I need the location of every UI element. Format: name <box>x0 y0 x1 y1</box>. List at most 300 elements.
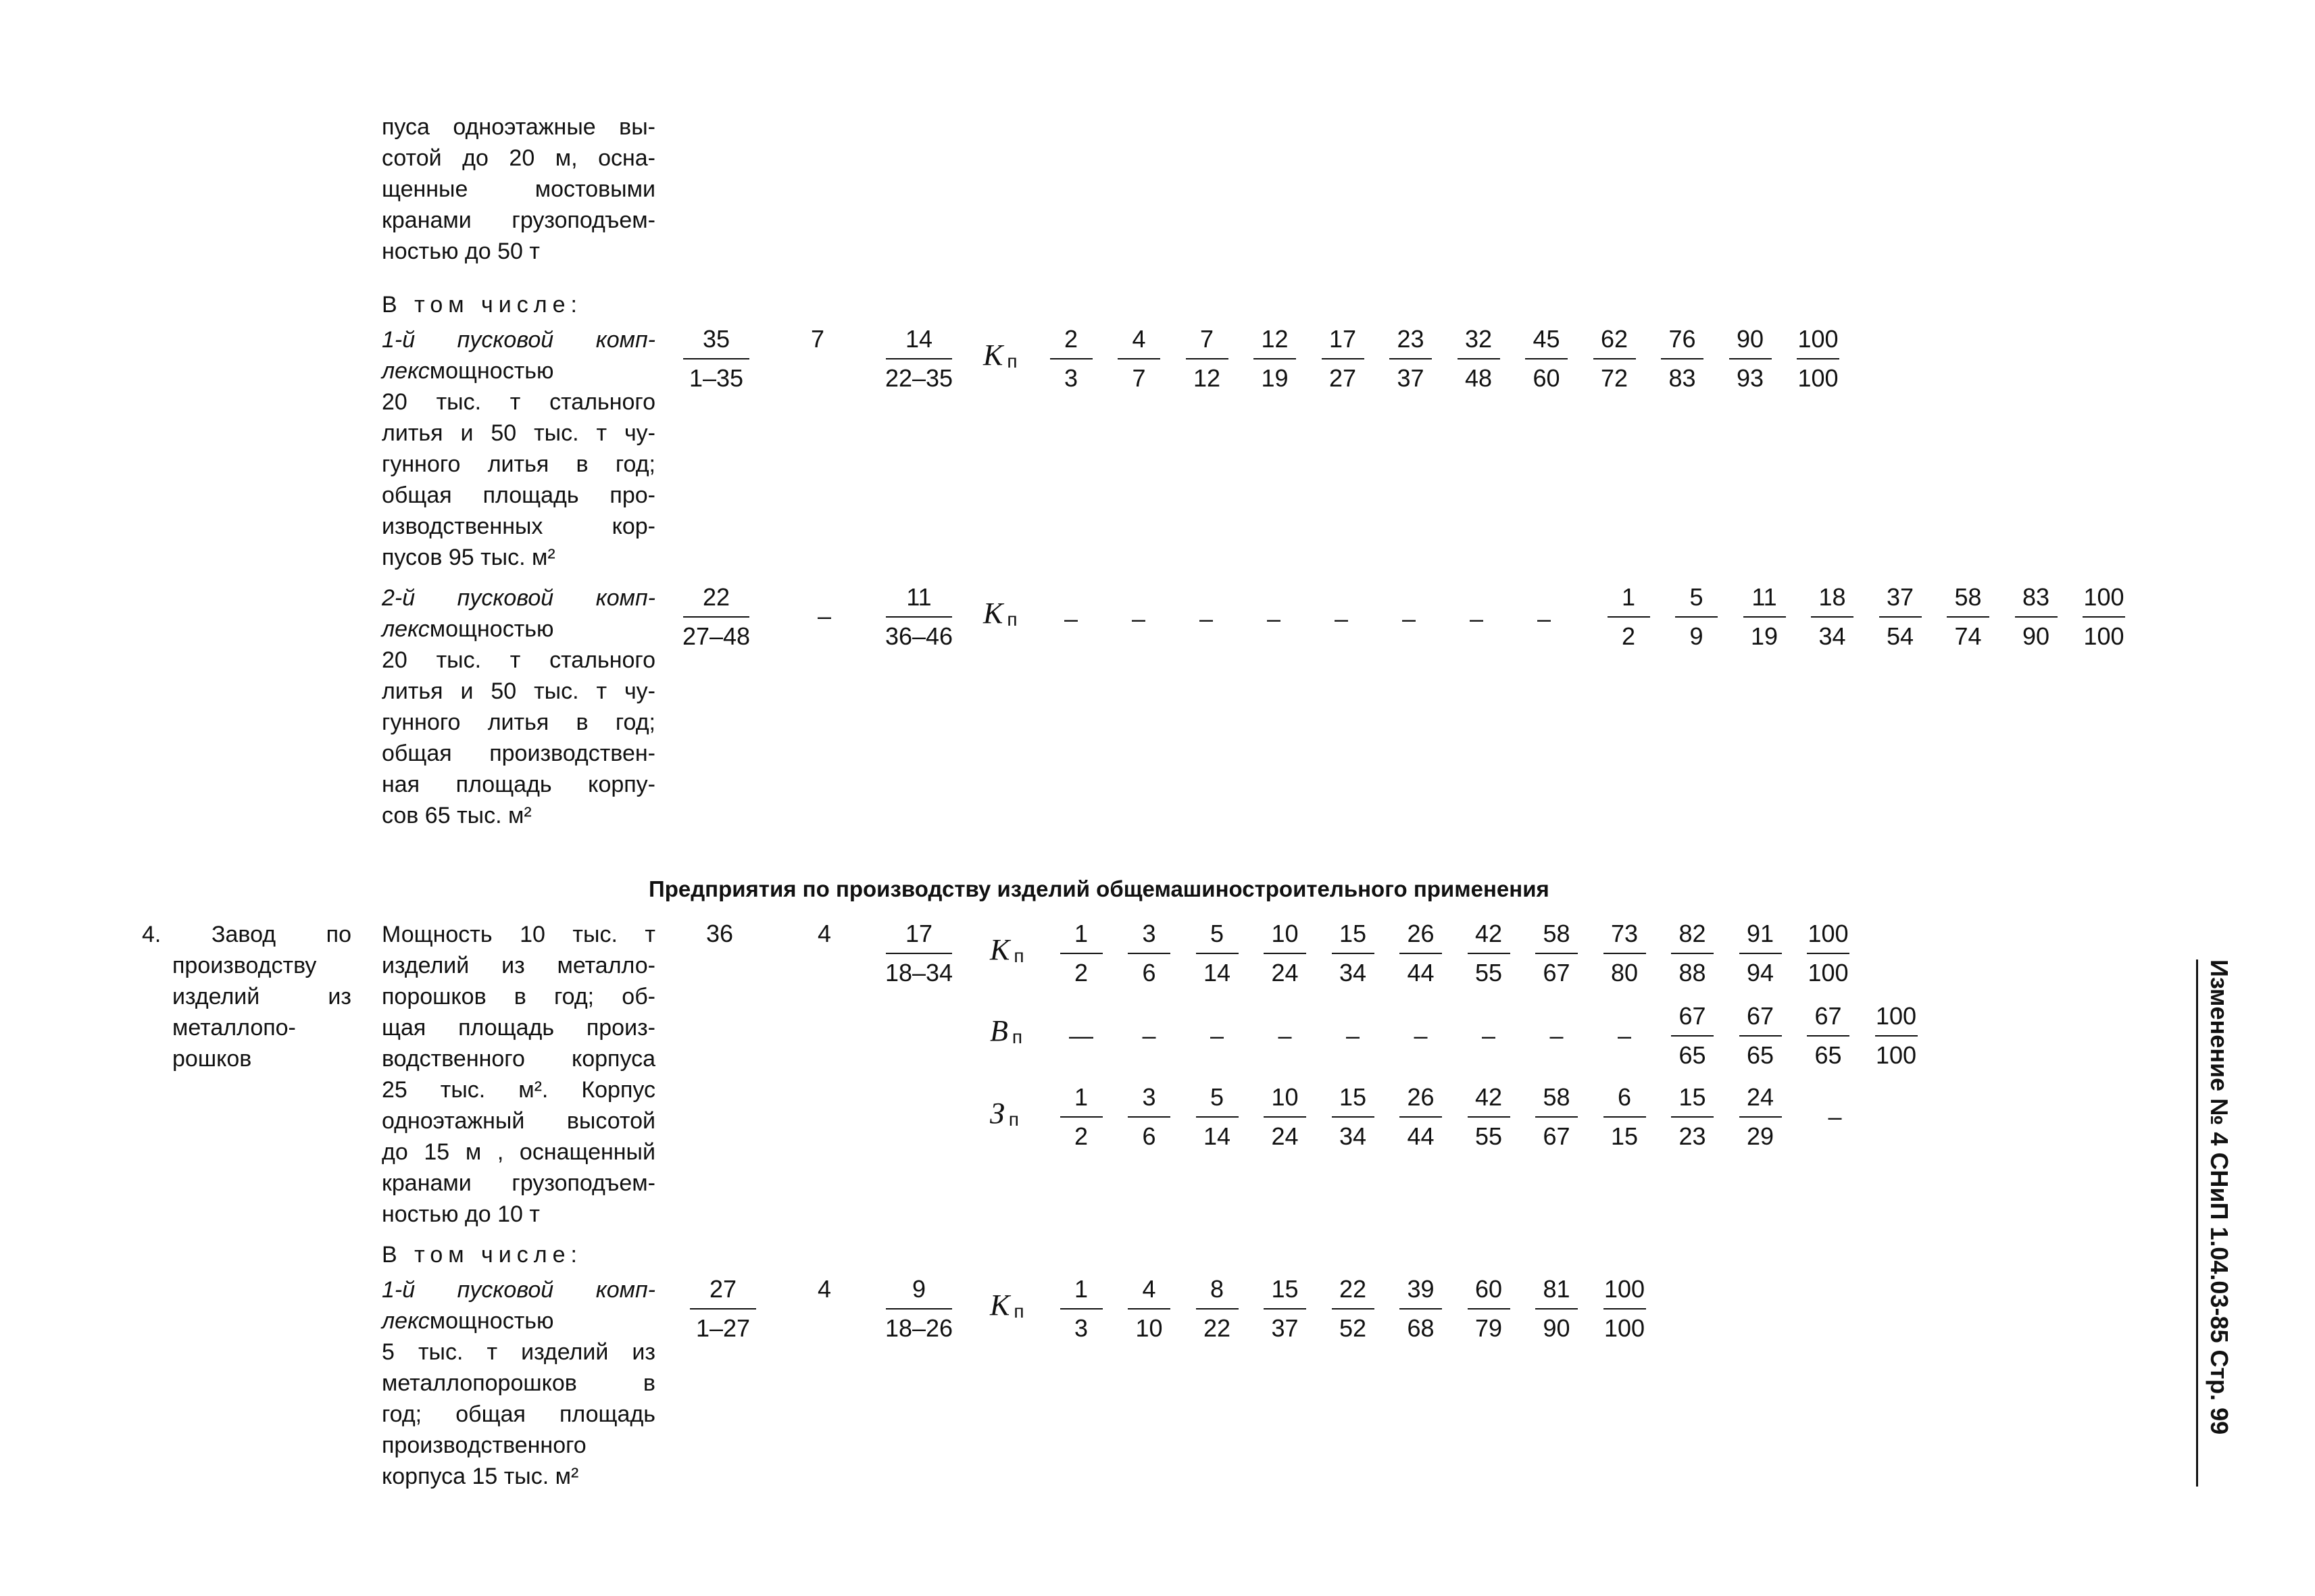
fraction-numerator: 67 <box>1814 1002 1842 1030</box>
fraction-bar <box>1468 1116 1510 1118</box>
column-b-value: 7 <box>810 325 825 353</box>
item-name <box>142 919 351 1074</box>
value-fraction <box>1051 1274 1112 1343</box>
v-label <box>990 1014 1022 1048</box>
fraction-numerator: 26 <box>1407 920 1435 947</box>
value-fraction <box>1255 919 1316 988</box>
fraction-bar <box>1128 1116 1170 1118</box>
value-fraction <box>1798 919 1859 988</box>
row-description <box>382 1274 655 1492</box>
fraction-numerator: 15 <box>1271 1275 1299 1303</box>
duration-fraction <box>669 582 764 651</box>
fraction-numerator: 26 <box>1407 1083 1435 1111</box>
fraction-denominator: 27–48 <box>682 622 751 650</box>
z-label-sub: п <box>1008 1109 1019 1130</box>
fraction-denominator: 100 <box>1797 364 1839 392</box>
fraction-denominator: 100 <box>1603 1314 1645 1342</box>
fraction-numerator: 10 <box>1271 920 1299 947</box>
k-label <box>990 932 1024 967</box>
fraction-denominator: 93 <box>1736 364 1764 392</box>
value-fraction <box>1788 324 1849 393</box>
item-name-line: рошков <box>172 1046 252 1072</box>
description-line: 1-й пусковой комп- <box>382 327 655 353</box>
description-line: металлопорошков в <box>382 1370 655 1396</box>
fraction-numerator: 67 <box>1678 1002 1706 1030</box>
fraction-numerator: 22 <box>1339 1275 1367 1303</box>
fraction-denominator: 74 <box>1954 622 1982 650</box>
fraction-denominator: 1–27 <box>695 1314 751 1342</box>
v-label-letter: B <box>990 1014 1008 1047</box>
fraction-bar <box>1807 1035 1849 1037</box>
description-line: литья и 50 тыс. т чу- <box>382 420 655 446</box>
fraction-denominator: 55 <box>1474 1122 1503 1150</box>
start-fraction <box>872 324 966 393</box>
description-line: гунного литья в год; <box>382 709 655 735</box>
fraction-numerator: 6 <box>1617 1083 1632 1111</box>
duration-fraction <box>676 1274 770 1343</box>
fraction-denominator: 55 <box>1474 959 1503 987</box>
fraction-denominator: 65 <box>1814 1041 1842 1069</box>
fraction-bar <box>1535 953 1578 954</box>
row-description <box>382 582 655 831</box>
fraction-bar <box>1399 1308 1442 1310</box>
value-fraction <box>1176 324 1237 393</box>
fraction-bar <box>1060 1116 1103 1118</box>
k-label-letter: K <box>983 339 1003 372</box>
description-line: общая производствен- <box>382 741 655 766</box>
fraction-denominator: 6 <box>1142 959 1156 987</box>
fraction-bar <box>1264 1116 1306 1118</box>
fraction-bar <box>1603 953 1646 954</box>
row-description <box>382 324 655 573</box>
value-fraction <box>1245 324 1305 393</box>
value-fraction <box>1187 1082 1247 1151</box>
value-fraction <box>1391 919 1451 988</box>
fraction-bar <box>1264 1308 1306 1310</box>
fraction-denominator: 54 <box>1886 622 1914 650</box>
fraction-denominator: 60 <box>1533 364 1560 392</box>
z-label-letter: З <box>990 1097 1005 1130</box>
empty-value-dash: – <box>1617 1022 1632 1049</box>
description-line: литья и 50 тыс. т чу- <box>382 678 655 704</box>
fraction-denominator: 68 <box>1407 1314 1435 1342</box>
fraction-denominator: 12 <box>1193 364 1221 392</box>
fraction-numerator: 100 <box>1808 920 1849 947</box>
fraction-numerator: 9 <box>912 1275 926 1303</box>
description-line <box>382 355 655 386</box>
value-fraction <box>1594 919 1655 988</box>
description-tail: мощностью <box>429 358 554 384</box>
fraction-denominator: 94 <box>1746 959 1774 987</box>
value-fraction <box>1594 1274 1655 1343</box>
empty-value-dash: – <box>1828 1103 1842 1130</box>
fraction-denominator: 2 <box>1621 622 1636 650</box>
value-fraction <box>1119 919 1180 988</box>
fraction-numerator: 100 <box>1797 325 1839 353</box>
fraction-bar <box>1458 358 1500 359</box>
fraction-bar <box>886 1308 952 1310</box>
top-description <box>382 111 655 267</box>
fraction-numerator: 58 <box>1543 920 1570 947</box>
value-fraction <box>1662 1001 1723 1070</box>
value-fraction <box>1051 919 1112 988</box>
k-label-sub: п <box>1014 1301 1024 1322</box>
fraction-numerator: 10 <box>1271 1083 1299 1111</box>
start-fraction <box>872 1274 966 1343</box>
description-line: 1-й пусковой комп- <box>382 1277 655 1303</box>
fraction-bar <box>1332 953 1374 954</box>
fraction-numerator: 37 <box>1886 583 1914 611</box>
description-line: 25 тыс. м². Корпус <box>382 1077 655 1103</box>
fraction-bar <box>1468 1308 1510 1310</box>
value-fraction <box>1730 1001 1791 1070</box>
fraction-bar <box>1060 953 1103 954</box>
item-name-line: производству <box>172 953 317 978</box>
description-tail: мощностью <box>429 1308 554 1334</box>
fraction-numerator: 39 <box>1407 1275 1435 1303</box>
side-rule <box>2196 959 2198 1487</box>
description-line: корпуса 15 тыс. м² <box>382 1464 579 1489</box>
fraction-denominator: 72 <box>1600 364 1628 392</box>
fraction-denominator: 83 <box>1668 364 1696 392</box>
fraction-numerator: 100 <box>1603 1275 1645 1303</box>
value-fraction <box>1458 919 1519 988</box>
value-fraction <box>1458 1082 1519 1151</box>
description-line: до 15 м , оснащенный <box>382 1139 655 1165</box>
value-fraction <box>1380 324 1441 393</box>
fraction-bar <box>690 1308 756 1310</box>
fraction-bar <box>1399 1116 1442 1118</box>
empty-value-dash: – <box>1064 605 1078 632</box>
fraction-denominator: 19 <box>1750 622 1778 650</box>
fraction-denominator: 1–35 <box>689 364 744 392</box>
value-fraction <box>1187 1274 1247 1343</box>
description-line: порошков в год; об- <box>382 984 655 1009</box>
fraction-bar <box>1671 1116 1714 1118</box>
description-italic: лекс <box>382 616 430 642</box>
fraction-numerator: 32 <box>1464 325 1493 353</box>
item-number: 4. <box>142 922 161 947</box>
k-label <box>983 596 1018 630</box>
description-line: 2-й пусковой комп- <box>382 585 655 611</box>
value-fraction <box>1584 324 1645 393</box>
description-line: щая площадь произ- <box>382 1015 655 1041</box>
fraction-denominator: 65 <box>1746 1041 1774 1069</box>
fraction-bar <box>1399 953 1442 954</box>
fraction-numerator: 62 <box>1600 325 1628 353</box>
fraction-denominator: 67 <box>1543 1122 1570 1150</box>
value-fraction <box>1109 324 1170 393</box>
value-fraction <box>1526 919 1587 988</box>
fraction-denominator: 52 <box>1339 1314 1367 1342</box>
side-header-text: Изменение № 4 СНиП 1.04.03-85 Стр. 99 <box>2206 959 2233 1435</box>
value-fraction <box>1662 919 1723 988</box>
column-b-value: 4 <box>817 1275 832 1303</box>
fraction-denominator: 37 <box>1397 364 1424 392</box>
description-line: изделий из металло- <box>382 953 655 978</box>
fraction-bar <box>1671 1035 1714 1037</box>
value-fraction <box>1526 1082 1587 1151</box>
fraction-denominator: 2 <box>1074 959 1089 987</box>
fraction-numerator: 83 <box>2022 583 2050 611</box>
fraction-numerator: 42 <box>1474 920 1503 947</box>
fraction-numerator: 12 <box>1261 325 1289 353</box>
value-fraction <box>1255 1082 1316 1151</box>
item-name-line: металлопо- <box>172 1015 296 1041</box>
fraction-denominator: 79 <box>1474 1314 1503 1342</box>
fraction-bar <box>1332 1308 1374 1310</box>
fraction-numerator: 1 <box>1074 920 1089 947</box>
fraction-denominator: 22 <box>1203 1314 1231 1342</box>
value-fraction <box>1866 1001 1926 1070</box>
fraction-numerator: 23 <box>1397 325 1424 353</box>
description-line <box>382 1305 655 1337</box>
fraction-bar <box>683 616 749 618</box>
fraction-numerator: 90 <box>1736 325 1764 353</box>
value-fraction <box>1870 582 1931 651</box>
fraction-bar <box>2015 616 2058 618</box>
value-fraction <box>1666 582 1727 651</box>
fraction-denominator: 88 <box>1678 959 1706 987</box>
fraction-numerator: 15 <box>1678 1083 1706 1111</box>
fraction-bar <box>1322 358 1364 359</box>
fraction-denominator: 2 <box>1074 1122 1089 1150</box>
k-label-sub: п <box>1007 609 1018 630</box>
fraction-numerator: 7 <box>1199 325 1214 353</box>
value-fraction <box>1652 324 1713 393</box>
value-fraction <box>1458 1274 1519 1343</box>
value-fraction <box>1119 1274 1180 1343</box>
value-fraction <box>1255 1274 1316 1343</box>
description-line: щенные мостовыми <box>382 176 655 202</box>
fraction-denominator: 27 <box>1328 364 1357 392</box>
empty-value-dash: — <box>1069 1022 1093 1049</box>
fraction-bar <box>1389 358 1432 359</box>
fraction-denominator: 48 <box>1464 364 1493 392</box>
empty-value-dash: – <box>1481 1022 1496 1049</box>
fraction-bar <box>1196 1308 1239 1310</box>
description-line: кранами грузоподъем- <box>382 207 655 233</box>
fraction-bar <box>1875 1035 1918 1037</box>
fraction-denominator: 24 <box>1271 1122 1299 1150</box>
fraction-bar <box>1739 1035 1782 1037</box>
fraction-numerator: 82 <box>1678 920 1706 947</box>
duration-fraction <box>669 324 764 393</box>
fraction-numerator: 24 <box>1746 1083 1774 1111</box>
description-line: сов 65 тыс. м² <box>382 803 532 828</box>
fraction-numerator: 15 <box>1339 1083 1367 1111</box>
fraction-bar <box>886 616 952 618</box>
fraction-bar <box>1468 953 1510 954</box>
fraction-numerator: 3 <box>1142 920 1156 947</box>
start-fraction <box>872 919 966 988</box>
fraction-numerator: 60 <box>1474 1275 1503 1303</box>
k-label-sub: п <box>1014 945 1024 966</box>
empty-value-dash: – <box>1278 1022 1292 1049</box>
fraction-bar <box>1535 1308 1578 1310</box>
fraction-bar <box>1196 953 1239 954</box>
fraction-denominator: 65 <box>1678 1041 1706 1069</box>
value-fraction <box>1662 1082 1723 1151</box>
fraction-numerator: 73 <box>1610 920 1639 947</box>
fraction-bar <box>1947 616 1989 618</box>
fraction-numerator: 35 <box>702 325 730 353</box>
fraction-numerator: 11 <box>906 583 932 611</box>
value-fraction <box>1119 1082 1180 1151</box>
fraction-numerator: 22 <box>702 583 730 611</box>
fraction-bar <box>1332 1116 1374 1118</box>
description-line: год; общая площадь <box>382 1401 655 1427</box>
value-fraction <box>1448 324 1509 393</box>
fraction-bar <box>1661 358 1703 359</box>
fraction-bar <box>1603 1116 1646 1118</box>
value-fraction <box>2074 582 2135 651</box>
fraction-numerator: 76 <box>1668 325 1696 353</box>
fraction-denominator: 37 <box>1271 1314 1299 1342</box>
value-fraction <box>1798 1001 1859 1070</box>
description-line: Мощность 10 тыс. т <box>382 922 655 947</box>
value-fraction <box>1391 1082 1451 1151</box>
fraction-bar <box>1253 358 1296 359</box>
k-label-letter: K <box>983 597 1003 630</box>
fraction-bar <box>1050 358 1093 359</box>
fraction-denominator: 44 <box>1407 959 1435 987</box>
fraction-numerator: 1 <box>1074 1083 1089 1111</box>
fraction-numerator: 45 <box>1533 325 1560 353</box>
fraction-numerator: 15 <box>1339 920 1367 947</box>
fraction-bar <box>683 358 749 359</box>
fraction-numerator: 14 <box>905 325 933 353</box>
k-label <box>983 338 1018 372</box>
fraction-denominator: 10 <box>1135 1314 1163 1342</box>
fraction-numerator: 100 <box>2083 583 2124 611</box>
fraction-numerator: 17 <box>905 920 933 947</box>
fraction-denominator: 14 <box>1203 1122 1231 1150</box>
fraction-denominator: 24 <box>1271 959 1299 987</box>
description-line: ностью до 50 т <box>382 239 540 264</box>
fraction-denominator: 14 <box>1203 959 1231 987</box>
fraction-bar <box>1535 1116 1578 1118</box>
empty-value-dash: – <box>1469 605 1484 632</box>
fraction-denominator: 90 <box>1543 1314 1570 1342</box>
group-heading: В том числе: <box>382 1242 582 1268</box>
empty-value-dash: – <box>1199 605 1214 632</box>
fraction-denominator: 29 <box>1746 1122 1774 1150</box>
empty-value-dash: – <box>1549 1022 1564 1049</box>
fraction-denominator: 18–34 <box>885 959 953 987</box>
fraction-bar <box>1675 616 1718 618</box>
column-b-value: – <box>817 602 832 630</box>
description-line: производственного <box>382 1432 587 1458</box>
fraction-numerator: 81 <box>1543 1275 1570 1303</box>
fraction-denominator: 100 <box>1808 959 1849 987</box>
fraction-bar <box>1671 953 1714 954</box>
fraction-denominator: 100 <box>2083 622 2124 650</box>
description-line: 20 тыс. т стального <box>382 389 655 415</box>
empty-value-dash: – <box>1345 1022 1360 1049</box>
fraction-denominator: 80 <box>1610 959 1639 987</box>
description-line: пуса одноэтажные вы- <box>382 114 655 140</box>
fraction-bar <box>1739 953 1782 954</box>
fraction-denominator: 18–26 <box>885 1314 953 1342</box>
description-italic: лекс <box>382 1308 430 1334</box>
value-fraction <box>1730 1082 1791 1151</box>
fraction-denominator: 34 <box>1339 959 1367 987</box>
k-label-letter: K <box>990 933 1010 966</box>
fraction-bar <box>886 358 952 359</box>
fraction-denominator: 19 <box>1261 364 1289 392</box>
fraction-bar <box>1196 1116 1239 1118</box>
fraction-bar <box>1739 1116 1782 1118</box>
description-line: кранами грузоподъем- <box>382 1170 655 1196</box>
empty-value-dash: – <box>1334 605 1349 632</box>
fraction-bar <box>1186 358 1228 359</box>
value-fraction <box>1594 1082 1655 1151</box>
column-b-value: 4 <box>817 920 832 947</box>
fraction-bar <box>1729 358 1772 359</box>
fraction-numerator: 58 <box>1543 1083 1570 1111</box>
item-description <box>382 919 655 1230</box>
fraction-numerator: 1 <box>1621 583 1636 611</box>
value-fraction <box>2006 582 2066 651</box>
description-line: общая площадь про- <box>382 482 655 508</box>
fraction-numerator: 100 <box>1875 1002 1917 1030</box>
fraction-denominator: 23 <box>1678 1122 1706 1150</box>
fraction-denominator: 90 <box>2022 622 2050 650</box>
value-fraction <box>1516 324 1577 393</box>
empty-value-dash: – <box>1414 1022 1428 1049</box>
fraction-numerator: 91 <box>1746 920 1774 947</box>
description-line: ная площадь корпу- <box>382 772 655 797</box>
fraction-numerator: 5 <box>1689 583 1703 611</box>
empty-value-dash: – <box>1401 605 1416 632</box>
fraction-denominator: 9 <box>1689 622 1703 650</box>
fraction-bar <box>1593 358 1636 359</box>
fraction-bar <box>1603 1308 1646 1310</box>
value-fraction <box>1322 919 1383 988</box>
empty-value-dash: – <box>1131 605 1146 632</box>
fraction-denominator: 100 <box>1875 1041 1917 1069</box>
value-fraction <box>1734 582 1795 651</box>
fraction-numerator: 3 <box>1142 1083 1156 1111</box>
description-tail: мощностью <box>429 616 554 642</box>
empty-value-dash: – <box>1266 605 1281 632</box>
description-line: сотой до 20 м, осна- <box>382 145 655 171</box>
fraction-denominator: 36–46 <box>885 622 953 650</box>
empty-value-dash: – <box>1142 1022 1156 1049</box>
value-fraction <box>1598 582 1659 651</box>
item-name-line: изделий из <box>172 984 351 1009</box>
fraction-denominator: 7 <box>1132 364 1146 392</box>
fraction-numerator: 4 <box>1132 325 1146 353</box>
duration-value: 36 <box>705 920 734 947</box>
start-fraction <box>872 582 966 651</box>
k-label-letter: K <box>990 1289 1010 1322</box>
value-fraction <box>1051 1082 1112 1151</box>
fraction-numerator: 58 <box>1954 583 1982 611</box>
description-line: водственного корпуса <box>382 1046 655 1072</box>
description-line: гунного литья в год; <box>382 451 655 477</box>
description-line: 5 тыс. т изделий из <box>382 1339 655 1365</box>
description-line: одноэтажный высотой <box>382 1108 655 1134</box>
fraction-numerator: 5 <box>1210 1083 1224 1111</box>
fraction-bar <box>1118 358 1160 359</box>
section-heading: Предприятия по производству изделий общемашиностроительного применения <box>649 876 1549 901</box>
fraction-numerator: 18 <box>1818 583 1846 611</box>
fraction-bar <box>1128 1308 1170 1310</box>
fraction-denominator: 3 <box>1064 364 1078 392</box>
value-fraction <box>1730 919 1791 988</box>
